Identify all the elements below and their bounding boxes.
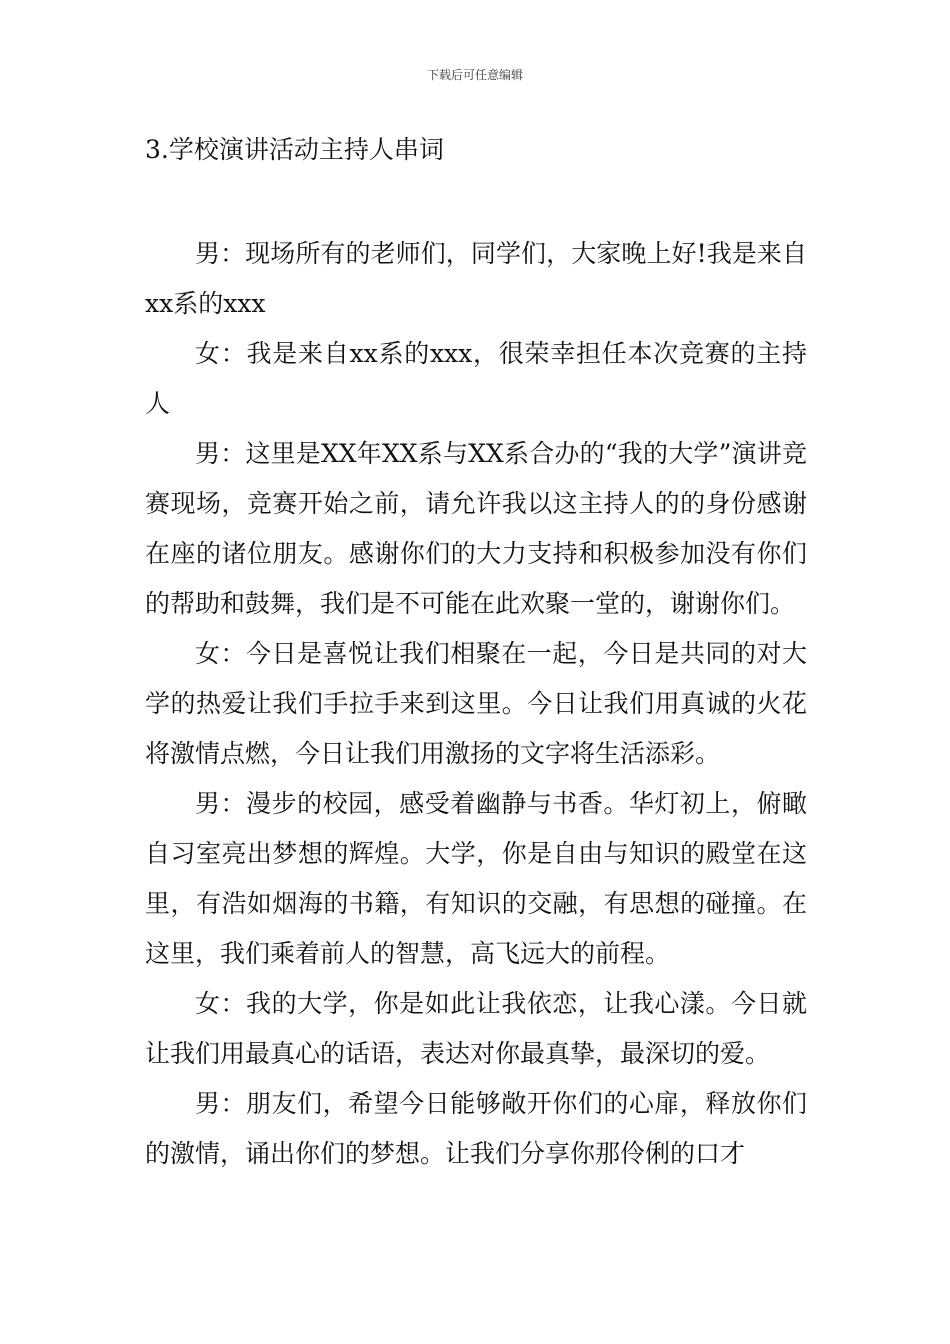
paragraph: 男：朋友们，希望今日能够敞开你们的心扉，释放你们的激情，诵出你们的梦想。让我们分享你那伶俐的口才 — [145, 1089, 807, 1168]
paragraph: 女：我是来自xx系的xxx，很荣幸担任本次竞赛的主持人 — [145, 339, 807, 418]
paragraph: 男：漫步的校园，感受着幽静与书香。华灯初上，俯瞰自习室亮出梦想的辉煌。大学，你是自由与知识的殿堂在这里，有浩如烟海的书籍，有知识的交融，有思想的碰撞。在这里，我们乘着前人的智慧，高飞远大的前程。 — [145, 789, 807, 968]
paragraph: 女：我的大学，你是如此让我依恋，让我心漾。今日就让我们用最真心的话语，表达对你最真挚，最深切的爱。 — [145, 989, 807, 1068]
paragraph: 男：这里是XX年XX系与XX系合办的“我的大学”演讲竞赛现场，竞赛开始之前，请允许我以这主持人的的身份感谢在座的诸位朋友。感谢你们的大力支持和积极参加没有你们的帮助和鼓舞，我们是不可能在此欢聚一堂的，谢谢你们。 — [145, 439, 807, 618]
document-body — [145, 229, 807, 1179]
paragraph: 女：今日是喜悦让我们相聚在一起，今日是共同的对大学的热爱让我们手拉手来到这里。今日让我们用真诚的火花将激情点燃，今日让我们用激扬的文字将生活添彩。 — [145, 639, 807, 768]
paragraph: 男：现场所有的老师们，同学们，大家晚上好!我是来自xx系的xxx — [145, 239, 807, 318]
header-note: 下载后可任意编辑 — [426, 68, 523, 82]
document-title: 3.学校演讲活动主持人串词 — [145, 135, 444, 164]
